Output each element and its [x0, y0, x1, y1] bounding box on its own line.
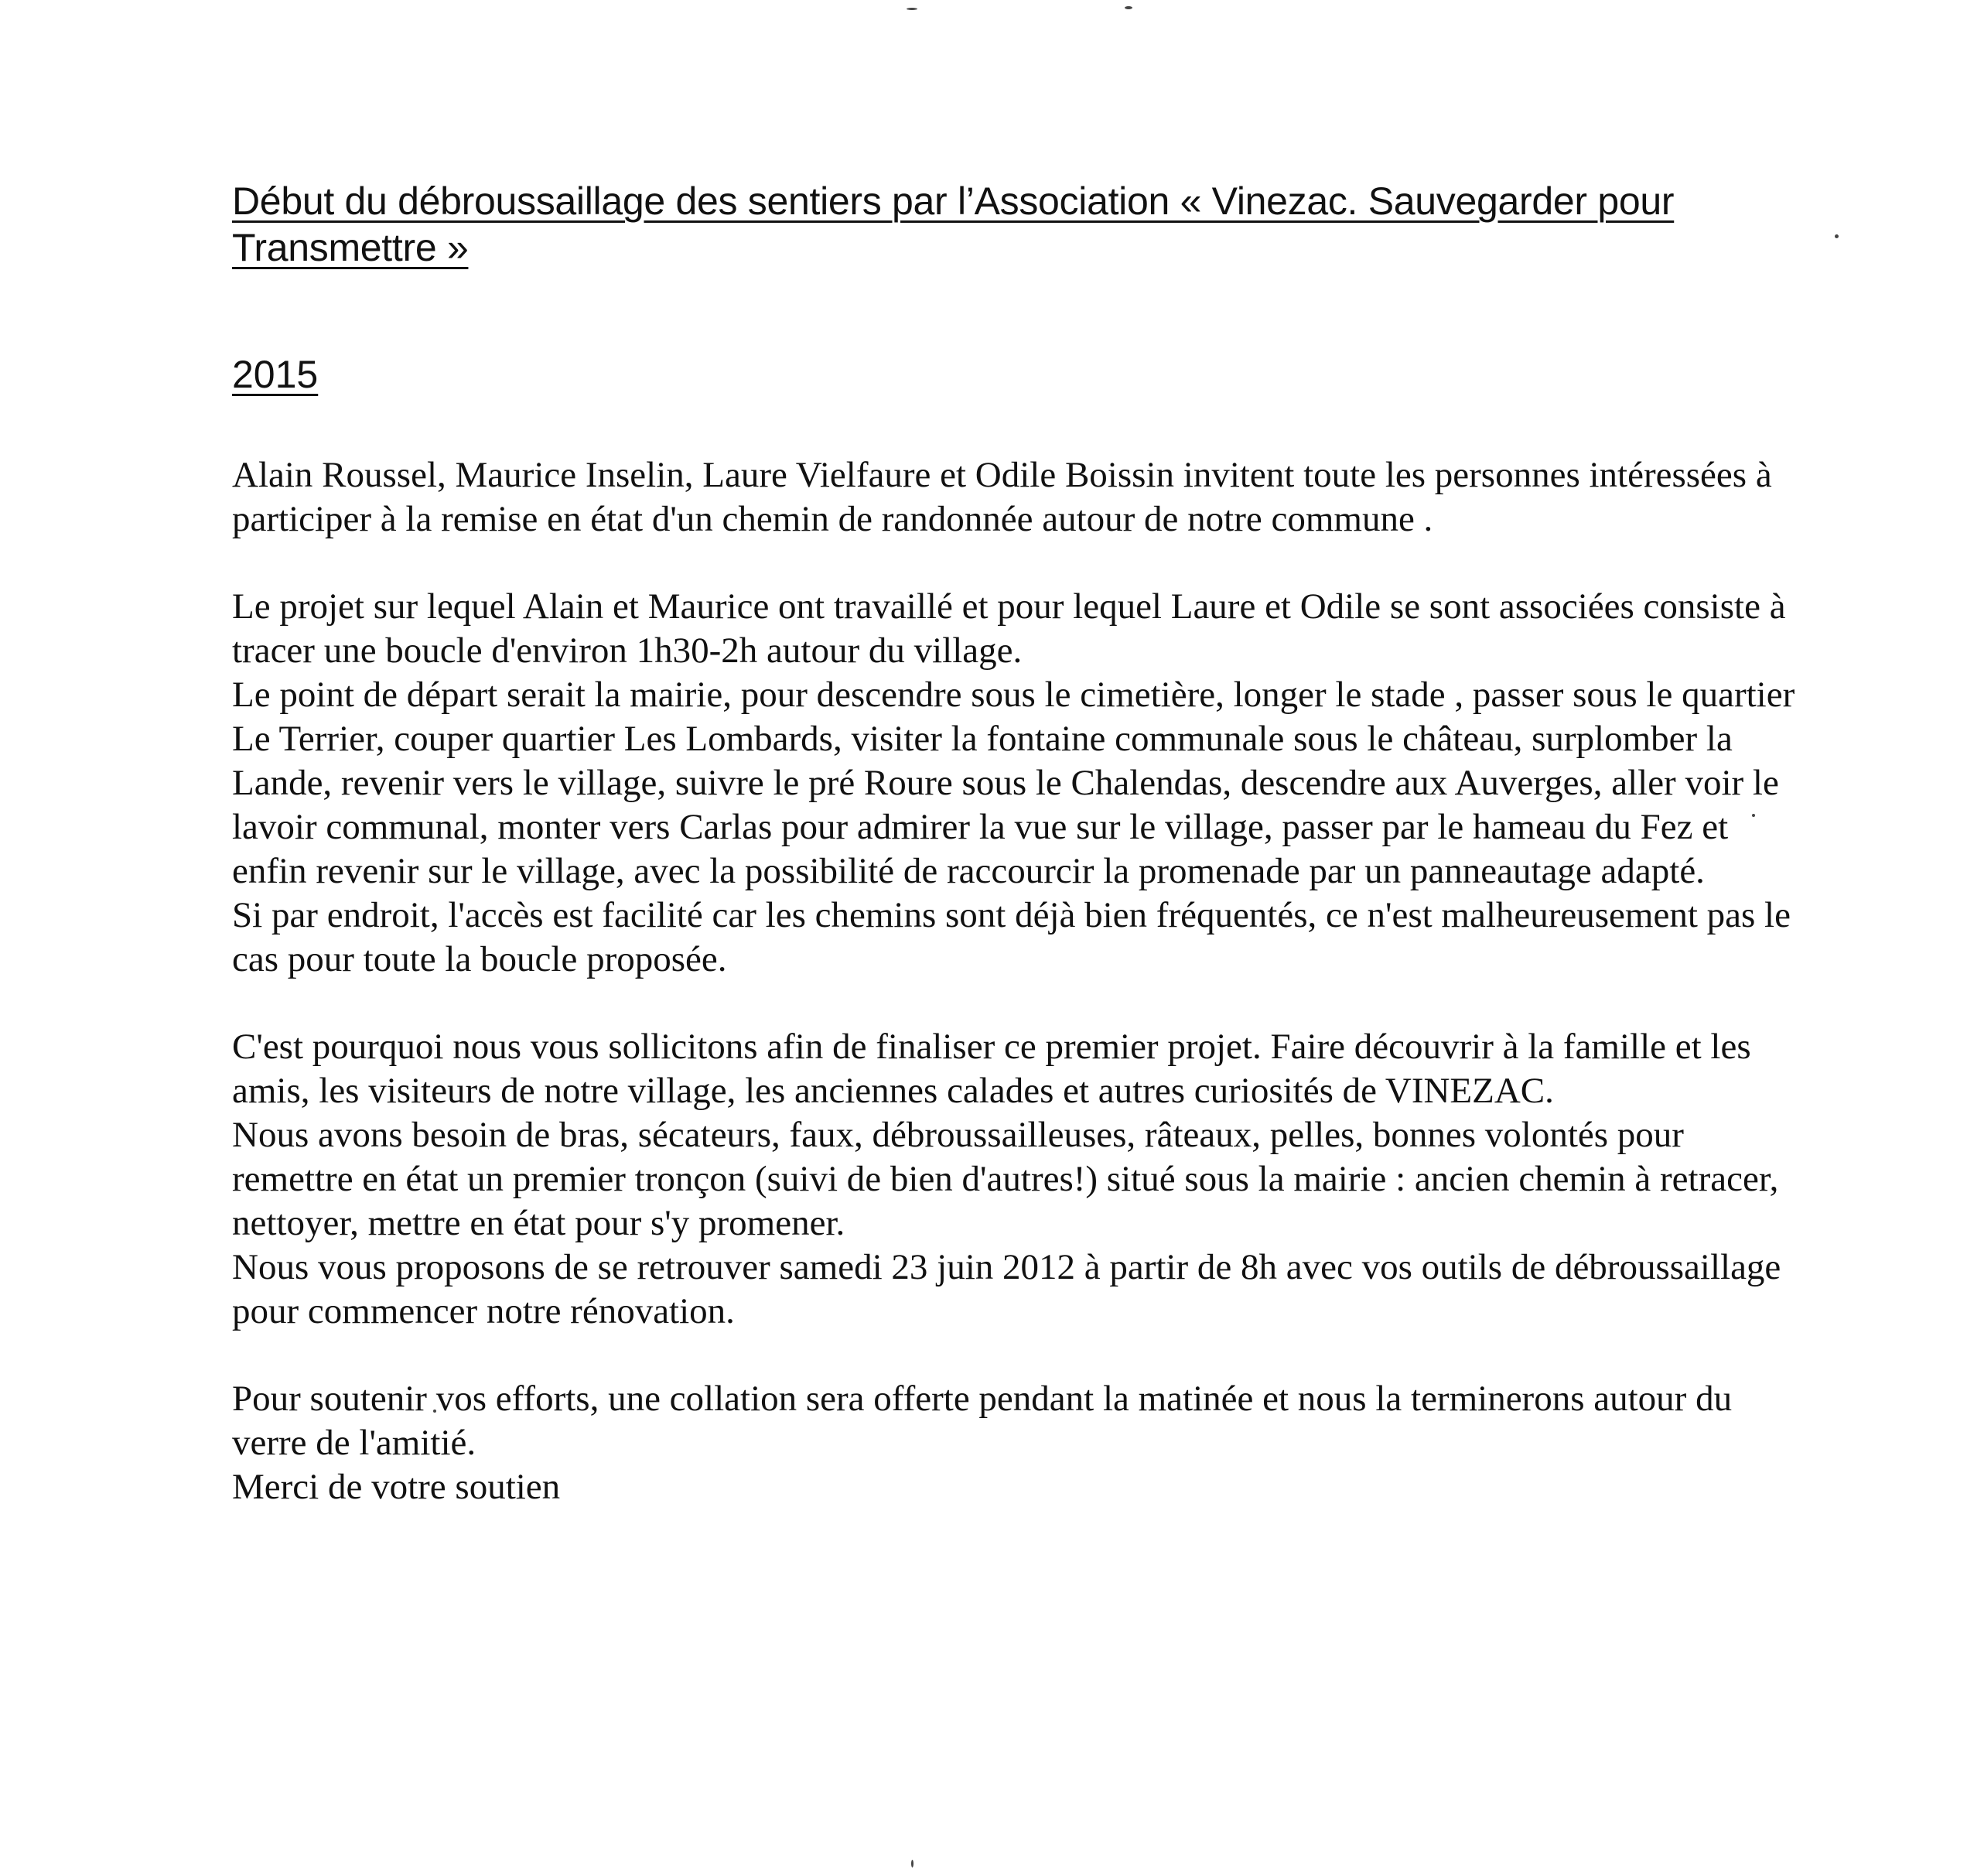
paragraph-gap — [232, 542, 1802, 585]
scan-speck — [1835, 234, 1839, 238]
paragraph-invitation: Alain Roussel, Maurice Inselin, Laure Vielfaure et Odile Boissin invitent toute les personnes intéressées à participer à la remise en état d'un chemin de randonnée autour de notre commune . — [232, 455, 1772, 539]
paragraph-gap — [232, 982, 1802, 1025]
scan-speck — [1125, 6, 1132, 9]
paragraph-access: Si par endroit, l'accès est facilité car les chemins sont déjà bien fréquentés, ce n'est malheureusement pas le cas pour toute la boucle proposée. — [232, 895, 1791, 979]
paragraph-gap — [232, 1334, 1802, 1377]
paragraph-needs: Nous avons besoin de bras, sécateurs, faux, débroussailleuses, râteaux, pelles, bonnes volontés pour remettre en état un premier tronçon (suivi de bien d'autres!) situé sous la mairie : ancien chemin à retracer, nettoyer, mettre en état pour s'y promener. — [232, 1115, 1779, 1243]
paragraph-route: Le point de départ serait la mairie, pour descendre sous le cimetière, longer le stade , passer sous le quartier Le Terrier, couper quartier Les Lombards, visiter la fontaine communale sous le château, surplomber la Lande, revenir vers le village, suivre le pré Roure sous le Chalendas, descendre aux Auverges, aller voir le lavoir communal, monter vers Carlas pour admirer la vue sur le village, passer par le hameau du Fez et enfin revenir sur le village, avec la possibilité de raccourcir la promenade par un panneautage adapté. — [232, 675, 1795, 891]
letter-body — [232, 453, 1802, 1509]
paragraph-meeting: Nous vous proposons de se retrouver samedi 23 juin 2012 à partir de 8h avec vos outils de débroussaillage pour commencer notre rénovation. — [232, 1247, 1781, 1331]
paragraph-project: Le projet sur lequel Alain et Maurice ont travaillé et pour lequel Laure et Odile se sont associées consiste à tracer une boucle d'environ 1h30-2h autour du village. — [232, 586, 1786, 671]
document-title: Début du débroussaillage des sentiers par l’Association « Vinezac. Sauvegarder pour Transmettre » — [232, 179, 1675, 269]
scan-speck — [911, 1860, 913, 1867]
letter-content — [232, 178, 1802, 1509]
document-year: 2015 — [232, 353, 319, 396]
paragraph-thanks: Merci de votre soutien — [232, 1467, 561, 1507]
paragraph-request: C'est pourquoi nous vous sollicitons afin de finaliser ce premier projet. Faire découvrir à la famille et les amis, les visiteurs de notre village, les anciennes calades et autres curiosités de VINEZAC. — [232, 1027, 1751, 1111]
scan-speck — [907, 8, 917, 10]
paragraph-collation: Pour soutenir vos efforts, une collation sera offerte pendant la matinée et nous la terminerons autour du verre de l'amitié. — [232, 1379, 1733, 1463]
